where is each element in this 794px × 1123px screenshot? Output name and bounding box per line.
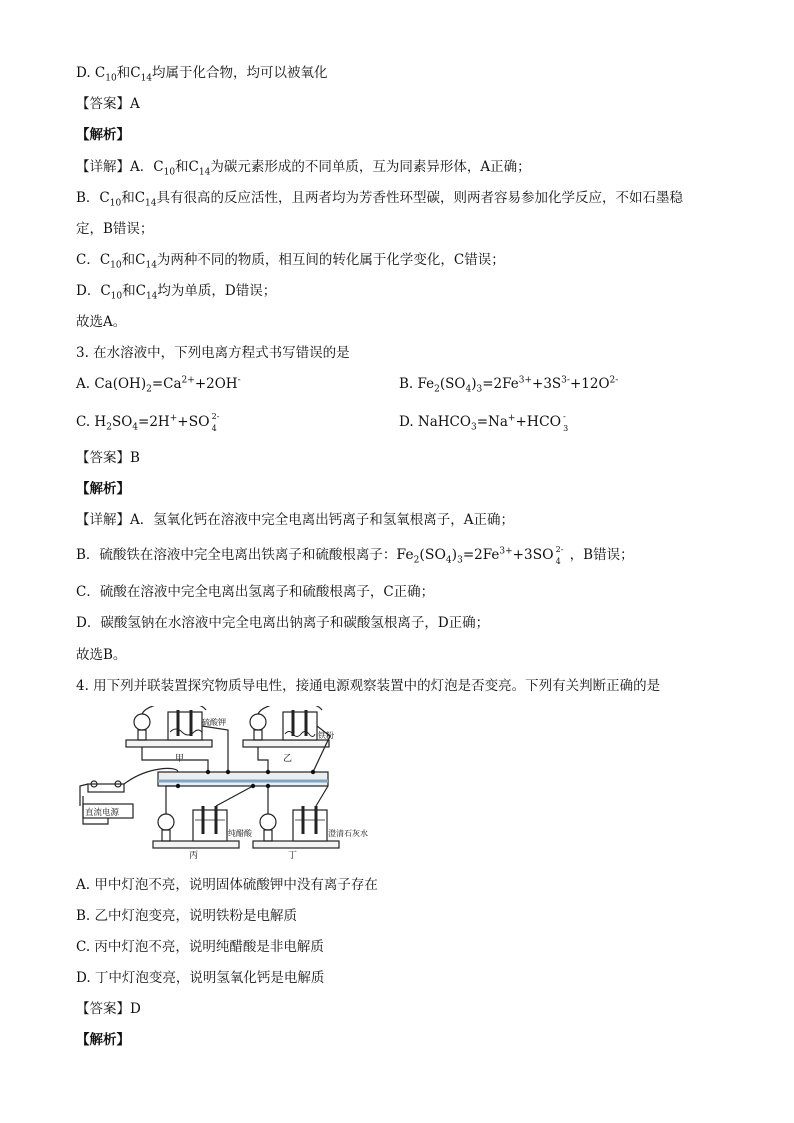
- q4-stem: 4. 用下列并联装置探究物质导电性，接通电源观察装置中的灯泡是否变亮。下列有关判断正确的是: [76, 678, 661, 694]
- q3-detail-a: 【详解】A．氢氧化钙在溶液中完全电离出钙离子和氢氧根离子，A正确；: [76, 512, 514, 528]
- q2-detail-b1: B．$C_{10}$和$C_{14}$具有很高的反应活性，且两者均为芳香性环型碳，则两者容易参加化学反应，不如石墨稳: [76, 190, 683, 209]
- label-ding: 丁: [288, 851, 298, 861]
- q3-stem: 3. 在水溶液中，下列电离方程式书写错误的是: [76, 345, 350, 361]
- label-limewater: 澄清石灰水: [328, 829, 368, 838]
- q3-analysis-label: 【解析】: [76, 481, 130, 497]
- q2-detail-a: 【详解】A．$C_{10}$和$C_{14}$为碳元素形成的不同单质，互为同素异形体，A正确；: [76, 159, 531, 178]
- q4-answer: 【答案】D: [76, 1001, 141, 1017]
- circuit-figure: [78, 706, 388, 866]
- label-bing: 丙: [189, 851, 199, 861]
- label-power: 直流电源: [85, 808, 120, 818]
- q2-detail-c: C．$C_{10}$和$C_{14}$为两种不同的物质，相互间的转化属于化学变化，C错误；: [76, 252, 505, 271]
- label-yi: 乙: [283, 754, 293, 764]
- q2-detail-b2: 定，B错误；: [76, 221, 154, 237]
- q3-detail-d: D．碳酸氢钠在水溶液中完全电离出钠离子和碳酸氢根离子，D正确；: [76, 615, 490, 631]
- q4-option-c: C. 丙中灯泡不亮，说明纯醋酸是非电解质: [76, 939, 324, 955]
- q3-detail-b: B．硫酸铁在溶液中完全电离出铁离子和硫酸根离子：$Fe_2(SO_4)_3=2Fe^{3+}+3SO$ 2- 4 ，B错误；: [76, 545, 634, 566]
- q3-detail-c: C．硫酸在溶液中完全电离出氢离子和硫酸根离子，C正确；: [76, 584, 435, 600]
- q4-option-a: A. 甲中灯泡不亮，说明固体硫酸钾中没有离子存在: [76, 877, 378, 893]
- q2-option-d: D. $C_{10}$和$C_{14}$均属于化合物，均可以被氧化: [76, 65, 328, 84]
- q2-analysis-label: 【解析】: [76, 127, 130, 143]
- q3-option-d: D. NaHCO$_3$=Na++HCO - 3: [399, 412, 569, 433]
- label-jia: 甲: [175, 754, 185, 764]
- q2-detail-d: D．$C_{10}$和$C_{14}$均为单质，D错误；: [76, 283, 277, 302]
- q3-option-a: A. $Ca(OH)_2=Ca^{2+}+2OH^-$: [76, 375, 241, 395]
- label-k2so4: 硫酸钾: [202, 718, 226, 727]
- q2-conclusion: 故选A。: [76, 314, 127, 330]
- q3-option-c: C. $H_2SO_4=2H^++SO$ 2- 4: [76, 412, 220, 433]
- label-fe-powder: 铁粉: [318, 731, 334, 740]
- q4-option-d: D. 丁中灯泡变亮，说明氢氧化钙是电解质: [76, 970, 325, 986]
- q3-option-b: B. $Fe_2(SO_4)_3=2Fe^{3+}+3S^{3-}+12O^{2-}$: [399, 375, 619, 395]
- q4-option-b: B. 乙中灯泡变亮，说明铁粉是电解质: [76, 908, 298, 924]
- q2-answer: 【答案】A: [76, 96, 140, 112]
- label-acetic-acid: 纯醋酸: [228, 829, 252, 838]
- q3-answer: 【答案】B: [76, 450, 140, 466]
- q4-analysis-label: 【解析】: [76, 1032, 130, 1048]
- q3-conclusion: 故选B。: [76, 647, 127, 663]
